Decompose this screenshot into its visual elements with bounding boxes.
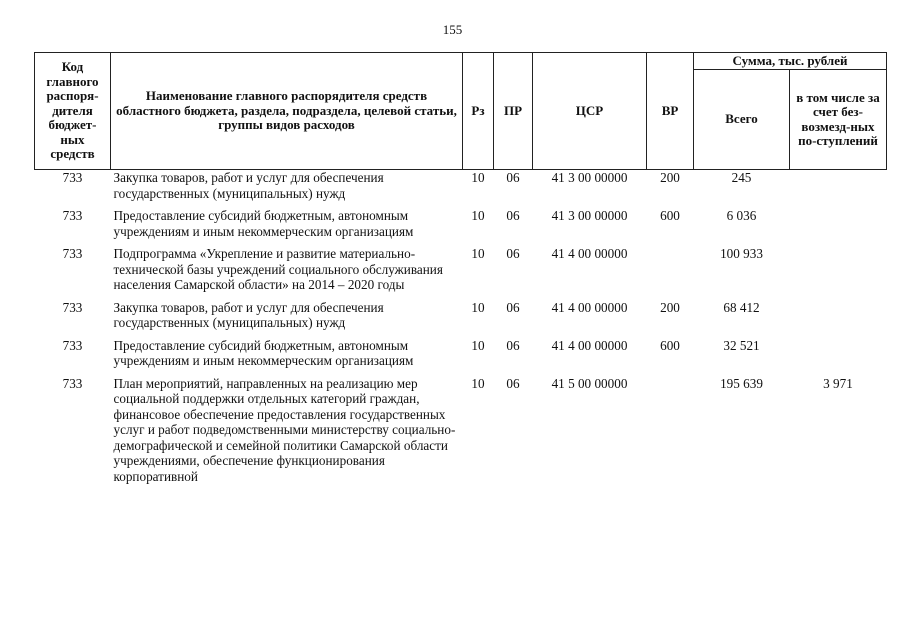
cell-name: План мероприятий, направленных на реализацию мер социальной поддержки отдельных категорий граждан, финансовое обеспечение предоставления государственных услуг и работ подведомственными министерству социально-демографической и семейной политики Самарской области учреждениями, обеспечение функционирования корпоративной	[113, 375, 456, 484]
header-csr: ЦСР	[533, 53, 647, 170]
cell-pr: 06	[506, 375, 520, 391]
header-rz: Рз	[463, 53, 494, 170]
cell-total: 68 412	[723, 299, 760, 315]
cell-pr: 06	[506, 337, 520, 353]
cell-code: 733	[62, 246, 83, 261]
cell-rz: 10	[471, 208, 485, 223]
table-row	[35, 376, 887, 492]
cell-rz: 10	[471, 246, 485, 261]
table-row	[35, 170, 887, 209]
cell-total: 6 036	[726, 208, 757, 223]
table-body	[35, 170, 887, 492]
cell-pr: 06	[506, 299, 520, 315]
header-name: Наименование главного распорядителя средств областного бюджета, раздела, подраздела, целевой статьи, группы видов расходов	[111, 53, 463, 170]
cell-vr	[647, 376, 694, 492]
cell-csr: 41 3 00 00000	[551, 208, 628, 223]
table-header	[35, 53, 887, 170]
cell-csr: 41 4 00 00000	[551, 299, 628, 315]
header-vr: ВР	[647, 53, 694, 170]
cell-free	[790, 170, 887, 209]
cell-total: 195 639	[720, 375, 763, 391]
cell-code: 733	[62, 299, 83, 315]
cell-vr: 200	[660, 170, 680, 185]
page-number: 155	[442, 22, 463, 37]
budget-table	[34, 52, 887, 491]
cell-total: 32 521	[723, 337, 760, 353]
table-row	[35, 208, 887, 246]
cell-vr: 600	[660, 337, 680, 353]
cell-csr: 41 4 00 00000	[551, 246, 628, 261]
cell-free	[790, 208, 887, 246]
cell-free	[790, 246, 887, 300]
cell-name: Закупка товаров, работ и услуг для обеспечения государственных (муниципальных) нужд	[113, 170, 384, 201]
cell-pr: 06	[506, 246, 520, 261]
cell-rz: 10	[471, 375, 485, 391]
cell-total: 245	[731, 170, 752, 185]
header-code: Код главного распоря-дителя бюджет-ных средств	[35, 53, 111, 170]
cell-vr	[647, 246, 694, 300]
cell-rz: 10	[471, 299, 485, 315]
cell-pr: 06	[506, 170, 520, 185]
header-pr: ПР	[494, 53, 533, 170]
cell-total: 100 933	[720, 246, 763, 261]
cell-free	[790, 300, 887, 338]
header-free: в том числе за счет без-возмезд-ных по-ступлений	[790, 70, 887, 170]
cell-name: Предоставление субсидий бюджетным, автономным учреждениям и иным некоммерческим организациям	[113, 208, 414, 239]
table-row	[35, 338, 887, 376]
cell-vr: 200	[660, 299, 680, 315]
cell-csr: 41 3 00 00000	[551, 170, 628, 185]
cell-csr: 41 4 00 00000	[551, 337, 628, 353]
cell-name: Предоставление субсидий бюджетным, автономным учреждениям и иным некоммерческим организациям	[113, 337, 414, 368]
cell-rz: 10	[471, 170, 485, 185]
cell-code: 733	[62, 375, 83, 391]
cell-code: 733	[62, 337, 83, 353]
cell-name: Подпрограмма «Укрепление и развитие материально-технической базы учреждений социального обслуживания населения Самарской области» на 2014 – 2020 годы	[113, 246, 443, 292]
header-total: Всего	[694, 70, 790, 170]
cell-vr: 600	[660, 208, 680, 223]
cell-csr: 41 5 00 00000	[551, 375, 628, 391]
cell-name: Закупка товаров, работ и услуг для обеспечения государственных (муниципальных) нужд	[113, 299, 384, 330]
cell-free: 3 971	[823, 375, 853, 391]
cell-pr: 06	[506, 208, 520, 223]
cell-free	[790, 338, 887, 376]
cell-code: 733	[62, 170, 83, 185]
table-row	[35, 246, 887, 300]
header-sum: Сумма, тыс. рублей	[694, 53, 887, 70]
cell-rz: 10	[471, 337, 485, 353]
table-row	[35, 300, 887, 338]
cell-code: 733	[62, 208, 83, 223]
